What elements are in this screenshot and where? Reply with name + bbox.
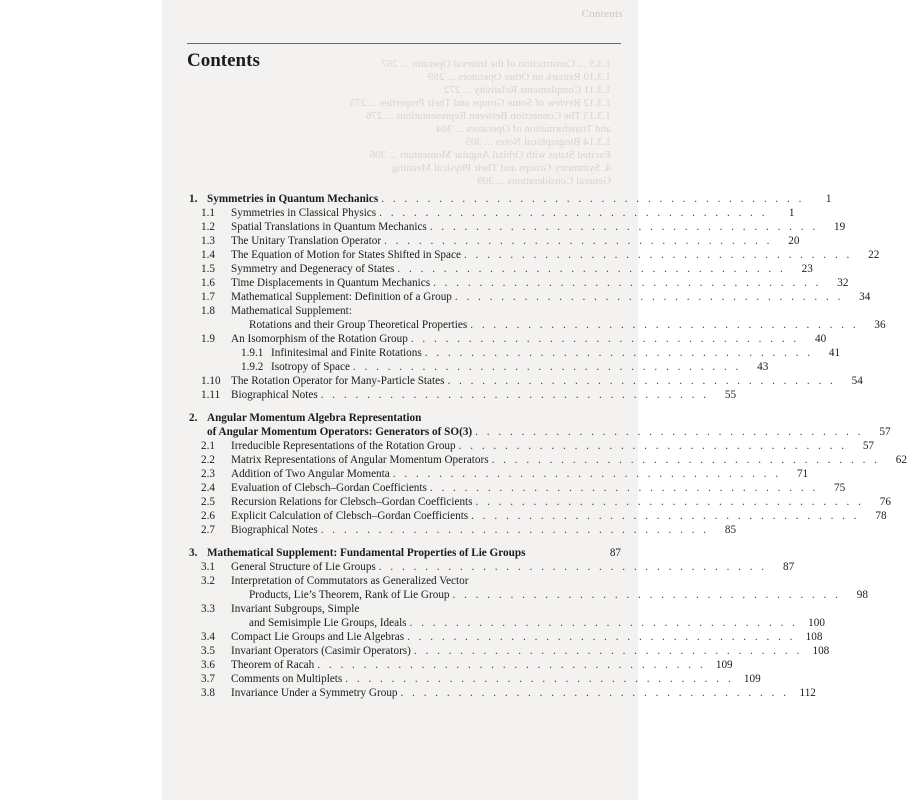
book-page [163,0,907,800]
toc-section-entry: 3.2 Interpretation of Commutators as Generalized Vector [201,575,469,587]
toc-section-entry: 3.6 Theorem of Racah . . . . . . . . . . . . . . . . . . . . . . . . . . . . . . . . . . 109 [201,659,733,671]
toc-section-entry: 2.3 Addition of Two Angular Momenta . . . . . . . . . . . . . . . . . . . . . . . . . . . . . . . . . . 71 [201,468,809,480]
toc-section-entry: 3.1 General Structure of Lie Groups . . . . . . . . . . . . . . . . . . . . . . . . . . . . . . . . . . 87 [201,561,795,573]
toc-section-entry: 2.2 Matrix Representations of Angular Momentum Operators . . . . . . . . . . . . . . . . . . . . . . . . . . . . . . . . . . 62 [201,454,907,466]
toc-subsection-entry: 1.9.2 Isotropy of Space . . . . . . . . . . . . . . . . . . . . . . . . . . . . . . . . . . 43 [241,361,769,373]
toc-section-entry: 2.7 Biographical Notes . . . . . . . . . . . . . . . . . . . . . . . . . . . . . . . . . . 85 [201,524,737,536]
toc-section-entry-continued: Products, Lie’s Theorem, Rank of Lie Group . . . . . . . . . . . . . . . . . . . . . . . . . . . . . . . . . . 98 [249,589,868,601]
toc-section-entry: 1.4 The Equation of Motion for States Shifted in Space . . . . . . . . . . . . . . . . . . . . . . . . . . . . . . . . . . 22 [201,249,880,261]
toc-section-entry: 3.8 Invariance Under a Symmetry Group . . . . . . . . . . . . . . . . . . . . . . . . . . . . . . . . . . 112 [201,687,816,699]
toc-section-entry: 1.6 Time Displacements in Quantum Mechanics . . . . . . . . . . . . . . . . . . . . . . . . . . . . . . . . . . 32 [201,277,849,289]
running-head: Contents [581,8,623,20]
header-rule [187,43,621,44]
chapter-title: Angular Momentum Algebra Representation [207,412,422,424]
toc-chapter-entry: 1. Symmetries in Quantum Mechanics . . . . . . . . . . . . . . . . . . . . . . . . . . . . . . . . . . . . . 1 [189,193,832,205]
toc-section-entry: 1.11 Biographical Notes . . . . . . . . . . . . . . . . . . . . . . . . . . . . . . . . . . 55 [201,389,737,401]
toc-section-entry: 1.1 Symmetries in Classical Physics . . . . . . . . . . . . . . . . . . . . . . . . . . . . . . . . . . 1 [201,207,795,219]
toc-chapter-entry: 3. Mathematical Supplement: Fundamental Properties of Lie Groups 87 [189,547,621,559]
page-heading: Contents [187,50,260,71]
toc-chapter-entry: 2. Angular Momentum Algebra Representation [189,412,422,424]
chapter-title: Mathematical Supplement: Fundamental Properties of Lie Groups [207,547,526,559]
toc-chapter-entry-continued: of Angular Momentum Operators: Generators of SO(3) . . . . . . . . . . . . . . . . . . . . . . . . . . . . . . . . . . 57 [207,426,891,438]
toc-section-entry: 2.1 Irreducible Representations of the Rotation Group . . . . . . . . . . . . . . . . . . . . . . . . . . . . . . . . . . 57 [201,440,875,452]
toc-section-entry: 1.2 Spatial Translations in Quantum Mechanics . . . . . . . . . . . . . . . . . . . . . . . . . . . . . . . . . . 19 [201,221,846,233]
toc-section-entry: 1.9 An Isomorphism of the Rotation Group . . . . . . . . . . . . . . . . . . . . . . . . . . . . . . . . . . 40 [201,333,827,345]
toc-section-entry: 1.3 The Unitary Translation Operator . . . . . . . . . . . . . . . . . . . . . . . . . . . . . . . . . . 20 [201,235,800,247]
toc-section-entry: 1.7 Mathematical Supplement: Definition of a Group . . . . . . . . . . . . . . . . . . . . . . . . . . . . . . . . . . 34 [201,291,871,303]
toc-section-entry: 1.5 Symmetry and Degeneracy of States . . . . . . . . . . . . . . . . . . . . . . . . . . . . . . . . . . 23 [201,263,813,275]
toc-section-entry: 1.10 The Rotation Operator for Many-Particle States . . . . . . . . . . . . . . . . . . . . . . . . . . . . . . . . . . 54 [201,375,863,387]
toc-section-entry: 3.3 Invariant Subgroups, Simple [201,603,360,615]
table-of-contents [189,192,907,709]
page-number: 87 [609,547,621,559]
toc-chapter-3 [189,546,868,700]
toc-section-entry-continued: and Semisimple Lie Groups, Ideals . . . . . . . . . . . . . . . . . . . . . . . . . . . . . . . . . . 100 [249,617,825,629]
toc-section-entry: 1.8 Mathematical Supplement: [201,305,352,317]
toc-subsection-entry: 1.9.1 Infinitesimal and Finite Rotations . . . . . . . . . . . . . . . . . . . . . . . . . . . . . . . . . . 41 [241,347,841,359]
page-number: 1 [825,193,832,205]
toc-chapter-1 [189,192,886,402]
toc-section-entry: 3.7 Comments on Multiplets . . . . . . . . . . . . . . . . . . . . . . . . . . . . . . . . . . 109 [201,673,761,685]
toc-section-entry: 3.5 Invariant Operators (Casimir Operators) . . . . . . . . . . . . . . . . . . . . . . . . . . . . . . . . . . 108 [201,645,830,657]
toc-section-entry: 2.4 Evaluation of Clebsch–Gordan Coefficients . . . . . . . . . . . . . . . . . . . . . . . . . . . . . . . . . . 75 [201,482,846,494]
show-through-text: 1.3.9 ... Construction of the Interval Operator ... 267 1.3.10 Remark on Other Operators ... 269 1.3.11 Complements Relativity ... 272 1.3.12 Review of Some Groups and Their Properties ... 275 1.3.13 The Connection Between Representations ... 276 and Transformation of Operators ... 304 1.3.14 Biographical Notes ... 305 Excited States with Orbital Angular Momentum ... 306 4. Symmetry Groups and Their Physical Meaning General Considerations ... 309 [349,58,611,187]
toc-section-entry: 3.4 Compact Lie Groups and Lie Algebras . . . . . . . . . . . . . . . . . . . . . . . . . . . . . . . . . . 108 [201,631,823,643]
toc-section-entry: 2.6 Explicit Calculation of Clebsch–Gordan Coefficients . . . . . . . . . . . . . . . . . . . . . . . . . . . . . . . . . . 78 [201,510,887,522]
toc-chapter-2 [189,411,907,537]
chapter-title: Symmetries in Quantum Mechanics [207,193,379,205]
toc-section-entry-continued: Rotations and their Group Theoretical Properties . . . . . . . . . . . . . . . . . . . . . . . . . . . . . . . . . . 36 [249,319,886,331]
page-number: 57 [879,426,891,438]
toc-section-entry: 2.5 Recursion Relations for Clebsch–Gordan Coefficients . . . . . . . . . . . . . . . . . . . . . . . . . . . . . . . . . . 76 [201,496,891,508]
